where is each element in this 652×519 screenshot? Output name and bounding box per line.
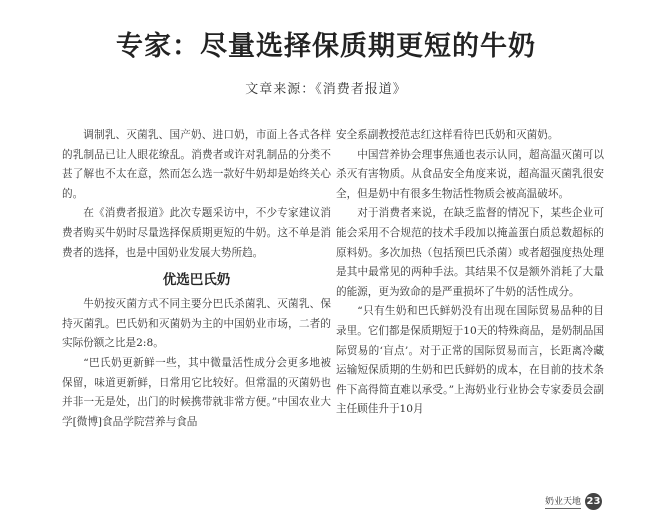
footer-section-label: 奶业天地 bbox=[545, 494, 581, 509]
paragraph: “只有生奶和巴氏鲜奶没有出现在国际贸易品种的目录里。它们都是保质期短于10天的特殊商品，是奶制品国际贸易的‘盲点’。对于正常的国际贸易而言，长距离冷藏运输短保质期的生奶和巴氏鲜奶的成本，在目前的技术条件下高得简直难以承受。”上海奶业行业协会专家委员会副主任顾佳升于10月 bbox=[336, 305, 604, 416]
paragraph: 对于消费者来说，在缺乏监督的情况下，某些企业可能会采用不合规范的技术手段加以掩盖蛋白质总数超标的原料奶。多次加热（包括预巴氏杀菌）或者超强度热处理是其中最常见的两种手法。其结果不仅是额外消耗了大量的能源，更为致命的是严重损坏了牛奶的活性成分。 bbox=[336, 207, 604, 298]
paragraph: 安全系副教授范志红这样看待巴氏奶和灭菌奶。 bbox=[336, 129, 559, 141]
article-source: 文章来源：《消费者报道》 bbox=[245, 82, 407, 97]
paragraph: 牛奶按灭菌方式不同主要分巴氏杀菌乳、灭菌乳、保持灭菌乳。巴氏奶和灭菌奶为主的中国奶业市场，二者的实际份额之比是2:8。 bbox=[62, 298, 331, 350]
right-column bbox=[336, 126, 604, 420]
paragraph: 中国营养协会理事焦通也表示认同，超高温灭菌可以杀灭有害物质。从食品安全角度来说，超高温灭菌乳很安全，但是奶中有很多生物活性物质会被高温破坏。 bbox=[336, 148, 604, 200]
paragraph: 调制乳、灭菌乳、国产奶、进口奶，市面上各式各样的乳制品已让人眼花缭乱。消费者或许对乳制品的分类不甚了解也不太在意，然而怎么选一款好牛奶却是始终关心的。 bbox=[62, 129, 331, 200]
paragraph: 在《消费者报道》此次专题采访中，不少专家建议消费者购买牛奶时尽量选择保质期更短的牛奶。这不单是消费者的选择，也是中国奶业发展大势所趋。 bbox=[62, 207, 331, 259]
left-column bbox=[62, 126, 331, 432]
page-footer bbox=[545, 493, 602, 510]
article-title: 专家：尽量选择保质期更短的牛奶 bbox=[116, 31, 536, 63]
paragraph: “巴氏奶更新鲜一些，其中微量活性成分会更多地被保留，味道更新鲜，日常用它比较好。但常温的灭菌奶也并非一无是处，出门的时候携带就非常方便。”中国农业大学[微博]食品学院营养与食品 bbox=[62, 356, 331, 428]
page-number-badge: 23 bbox=[585, 493, 602, 510]
section-heading: 优选巴氏奶 bbox=[162, 272, 231, 289]
